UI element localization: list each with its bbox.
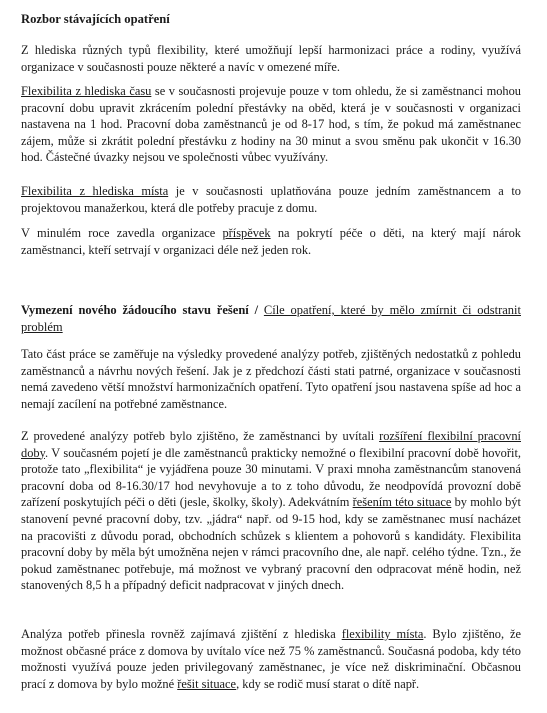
paragraph-time-flexibility <box>21 83 521 166</box>
heading-bold-part: Vymezení nového žádoucího stavu řešení / <box>21 303 264 317</box>
section-heading-new-state <box>21 302 521 335</box>
paragraph-text: je v současnosti uplatňována pouze jedním zaměstnancem a to projektovou manažerkou, která dle potřeby pracuje z domu. <box>21 184 521 215</box>
paragraph-analysis-results: Tato část práce se zaměřuje na výsledky provedené analýzy potřeb, zjištěných nedostatků z pohledu zaměstnanců a návrhu nových řešení. Jak je z předchozí části stati patrné, organizace v současnosti nemá zavedeno větší množství harmonizačních opatření. Tyto opatření jsou nastavena spíše ad hoc a nemají zacílení na potřebné zaměstnance. <box>21 347 521 411</box>
paragraph-text: , kdy se rodič musí starat o dítě např. <box>236 676 420 691</box>
underlined-term-time-flexibility: Flexibilita z hlediska času <box>21 84 152 98</box>
paragraph-text: V minulém roce zavedla organizace <box>21 226 223 240</box>
paragraph-text: . Bylo zjištěno, že možnost občasné práce z domova by uvítalo více než 75 % zaměstnanců. Současná podoba, kdy této možnosti využívá pouze jeden privilegovaný zaměstnanec, je více než diskriminační. Občasnou prací z domova by bylo možné <box>21 627 521 691</box>
underlined-term-allowance: příspěvek <box>222 226 271 240</box>
paragraph-text: Z provedené analýzy potřeb bylo zjištěno, že zaměstnanci by uvítali <box>21 429 380 443</box>
paragraph-text: Analýza potřeb přinesla rovněž zajímavá zjištění z hlediska <box>21 627 342 641</box>
paragraph-childcare-allowance <box>21 225 521 258</box>
underlined-term-place-flexibility: Flexibilita z hlediska místa <box>21 184 169 198</box>
paragraph-text: . V současném pojetí je dle zaměstnanců prakticky nemožné o flexibilní pracovní době hovořit, protože tato „flexibilita“ je vyjádřena pouze 30 minutami. V praxi mnoha zaměstnancům stanovená pracovní doba od 8-16.30/17 hod nevyhovuje a to z toho důvodu, že neodpovídá provozní době zařízení poskytujích péči o děti (jesle, školky, školy). Adekvátním <box>21 445 521 510</box>
underlined-term-flexible-time: rozšíření flexibilní pracovní doby <box>21 429 521 460</box>
paragraph-text: se v současnosti projevuje pouze v tom ohledu, že si zaměstnanci mohou pracovní dobu upravit zkrácením polední přestávky na oběd, která je v současnosti v organizaci nastavena na 1 hod. Pracovní doba zaměstnanců je od 8-17 hod, s tím, že pokud má zaměstnanec zájem, může si zkrátit polední přestávku z hodiny na 30 minut a svou směnu pak ukončit v 16.30 hod. Částečné úvazky nejsou ve společnosti vůbec využívány. <box>21 84 522 165</box>
paragraph-place-flexibility <box>21 183 521 216</box>
heading-underlined-part: Cíle opatření, které by mělo zmírnit či odstranit problém <box>21 303 521 334</box>
paragraph-working-time <box>21 428 521 594</box>
paragraph-work-from-home <box>21 626 521 692</box>
underlined-term-solve-situations: řešit situace <box>177 676 237 691</box>
underlined-term-place: flexibility místa <box>341 627 424 641</box>
underlined-term-solution: řešením této situace <box>352 495 452 510</box>
paragraph-text: na pokrytí péče o děti, na který mají nárok zaměstnanci, kteří setrvají v organizaci déle než jeden rok. <box>21 226 521 257</box>
paragraph-text: by mohlo být stanovení pevné pracovní doby, tzv. „jádra“ např. od 9-15 hod, kdy se zaměstnanec musí nacházet na pracovišti z důvodu porad, obchodních schůzek s klientem a pohovorů s kandidáty. Flexibilita pracovní doby by měla být umožněna nejen v rámci pracovního dne, ale např. celého týdne. Tzn., že pokud zaměstnanec potřebuje, má možnost ve vybraný pracovní den odpracovat méně hodin, než stanovených 8,5 h a případný deficit nadpracovat v jiných dnech. <box>21 495 521 593</box>
paragraph-flexibility-types: Z hlediska různých typů flexibility, které umožňují lepší harmonizaci práce a rodiny, využívá organizace v současnosti pouze některé a navíc v omezené míře. <box>21 43 521 74</box>
section-heading-current-measures: Rozbor stávajících opatření <box>21 12 170 26</box>
